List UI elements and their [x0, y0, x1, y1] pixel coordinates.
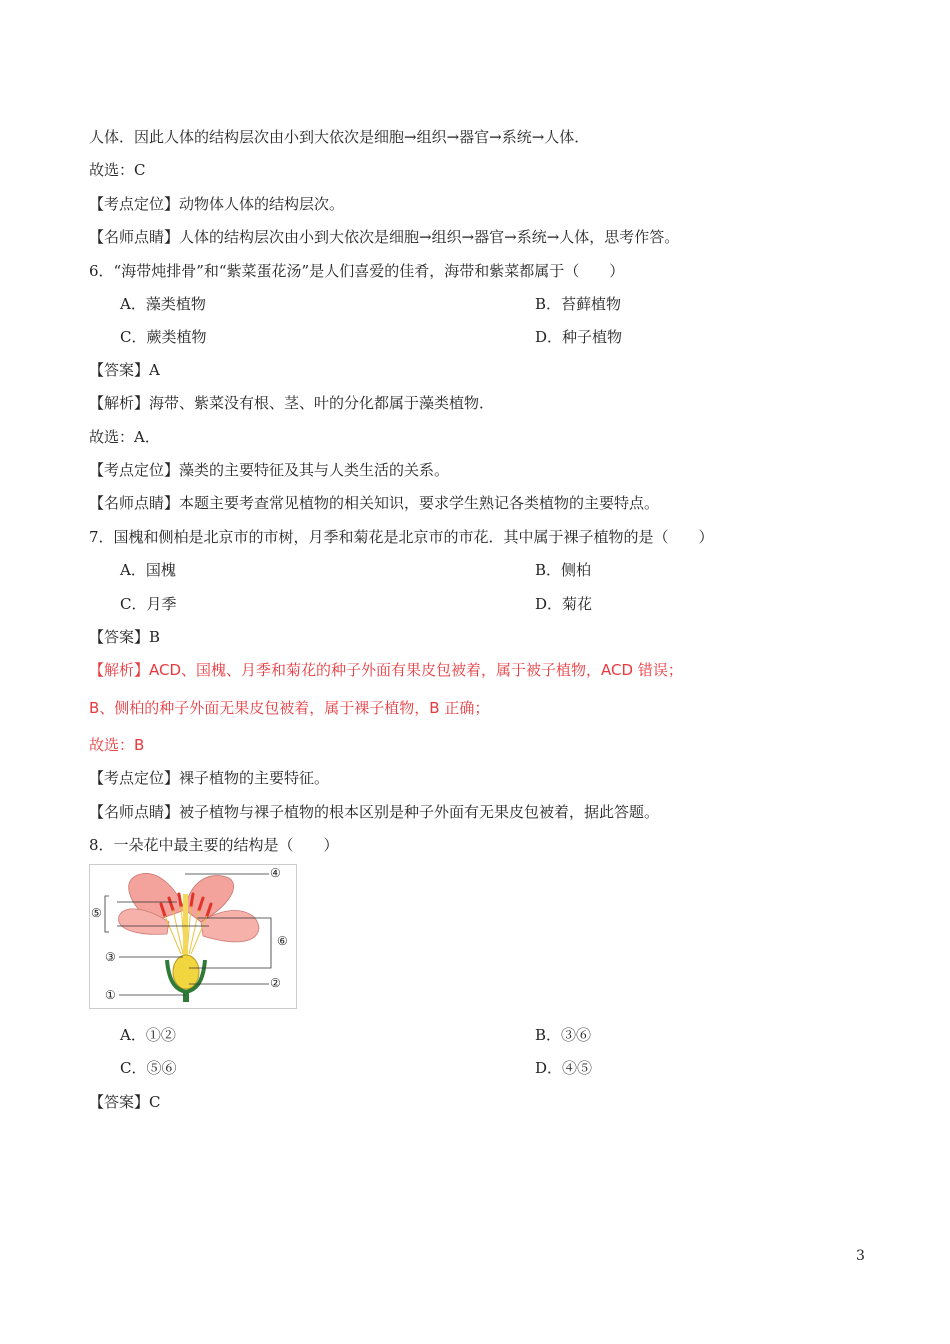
q8-option-a: A．①②: [120, 1026, 176, 1044]
q7-select: 故选：B: [89, 736, 145, 754]
question-7: 7．国槐和侧柏是北京市的市树，月季和菊花是北京市的市花．其中属于裸子植物的是（ ）: [89, 528, 714, 546]
q7-answer: 【答案】B: [89, 628, 161, 646]
q6-dianjing: 【名师点睛】本题主要考查常见植物的相关知识，要求学生熟记各类植物的主要特点。: [89, 494, 660, 512]
label-3: ③: [105, 950, 116, 964]
q7-dianjing: 【名师点睛】被子植物与裸子植物的根本区别是种子外面有无果皮包被着，据此答题。: [89, 803, 660, 821]
q7-analysis-line-1: 【解析】ACD、国槐、月季和菊花的种子外面有果皮包被着，属于被子植物，ACD 错误；: [89, 661, 683, 679]
q8-option-b: B．③⑥: [535, 1026, 592, 1044]
flower-structure-diagram: [89, 864, 297, 1009]
text-line: 人体．因此人体的结构层次由小到大依次是细胞→组织→器官→系统→人体．: [89, 128, 590, 146]
dianjing-line: 【名师点睛】人体的结构层次由小到大依次是细胞→组织→器官→系统→人体，思考作答。: [89, 228, 680, 246]
q7-option-b: B．侧柏: [535, 561, 592, 579]
label-1: ①: [105, 988, 116, 1002]
q6-kaodian: 【考点定位】藻类的主要特征及其与人类生活的关系。: [89, 461, 450, 479]
label-2: ②: [270, 976, 281, 990]
q6-answer: 【答案】A: [89, 361, 160, 379]
q8-option-c: C．⑤⑥: [120, 1059, 177, 1077]
q6-analysis: 【解析】海带、紫菜没有根、茎、叶的分化都属于藻类植物．: [89, 394, 495, 412]
q6-option-d: D．种子植物: [535, 328, 623, 346]
question-8: 8．一朵花中最主要的结构是（ ）: [89, 836, 339, 854]
q6-select: 故选：A．: [89, 428, 160, 446]
choice-line: 故选：C: [89, 161, 146, 179]
q6-option-c: C．蕨类植物: [120, 328, 207, 346]
q7-option-a: A．国槐: [120, 561, 176, 579]
q7-option-d: D．菊花: [535, 595, 593, 613]
kaodian-line: 【考点定位】动物体人体的结构层次。: [89, 195, 345, 213]
q6-option-a: A．藻类植物: [120, 295, 206, 313]
q7-analysis-line-2: B、侧柏的种子外面无果皮包被着，属于裸子植物，B 正确；: [89, 699, 490, 717]
q6-option-b: B．苔藓植物: [535, 295, 622, 313]
page-number: 3: [856, 1248, 865, 1264]
label-5: ⑤: [91, 906, 102, 920]
label-4: ④: [270, 866, 281, 880]
q8-answer: 【答案】C: [89, 1093, 161, 1111]
q7-kaodian: 【考点定位】裸子植物的主要特征。: [89, 769, 330, 787]
label-6: ⑥: [277, 934, 288, 948]
q7-option-c: C．月季: [120, 595, 177, 613]
question-6: 6．“海带炖排骨”和“紫菜蛋花汤”是人们喜爱的佳肴，海带和紫菜都属于（ ）: [89, 262, 625, 280]
q8-option-d: D．④⑤: [535, 1059, 593, 1077]
